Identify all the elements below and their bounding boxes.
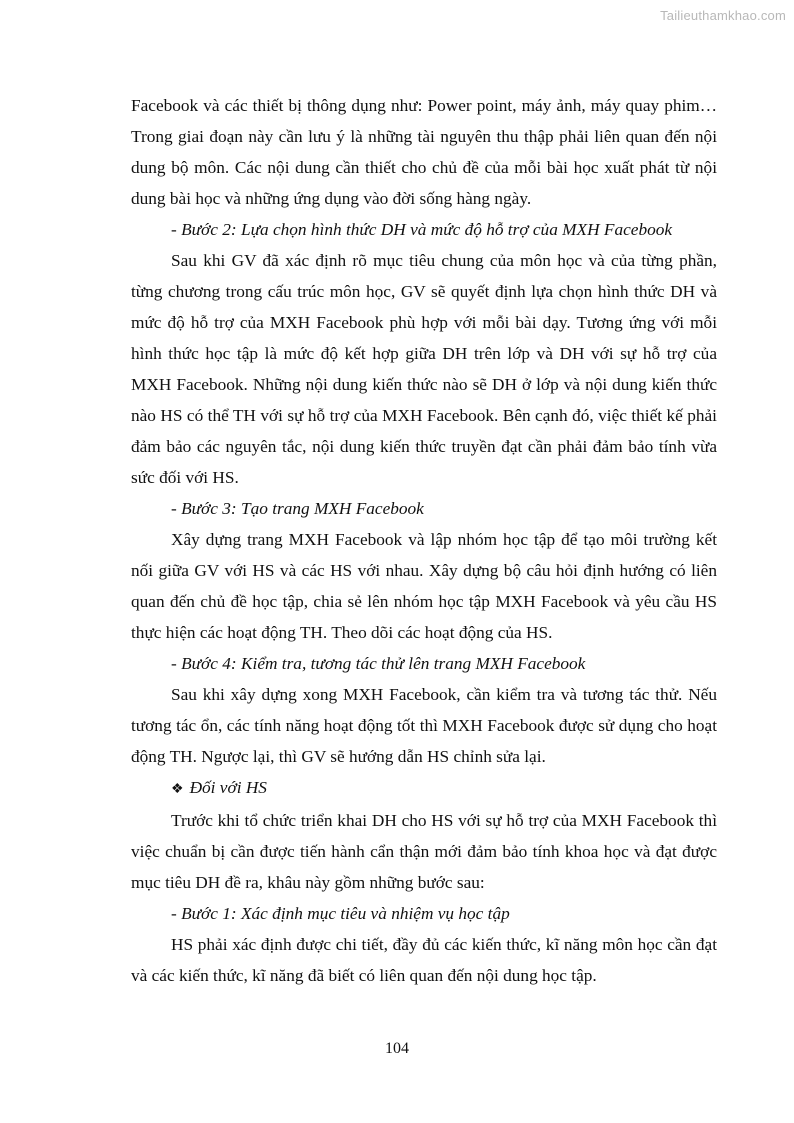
section-heading-hs xyxy=(131,772,717,805)
page-number: 104 xyxy=(385,1040,409,1057)
paragraph-step-2: Sau khi GV đã xác định rõ mục tiêu chung của môn học và của từng phần, từng chương trong cấu trúc môn học, GV sẽ quyết định lựa chọn hình thức DH và mức độ hỗ trợ của MXH Facebook phù hợp với mỗi bài dạy. Tương ứng với mỗi hình thức học tập là mức độ kết hợp giữa DH trên lớp và DH với sự hỗ trợ của MXH Facebook. Những nội dung kiến thức nào sẽ DH ở lớp và nội dung kiến thức nào HS có thể TH với sự hỗ trợ của MXH Facebook. Bên cạnh đó, việc thiết kế phải đảm bảo các nguyên tắc, nội dung kiến thức truyền đạt cần phải đảm bảo tính vừa sức đối với HS. xyxy=(131,251,717,487)
step-1-heading: - Bước 1: Xác định mục tiêu và nhiệm vụ học tập xyxy=(171,904,510,923)
section-heading-label: Đối với HS xyxy=(189,778,267,797)
diamond-bullet-icon: ❖ xyxy=(171,782,184,797)
step-3-heading: - Bước 3: Tạo trang MXH Facebook xyxy=(171,499,424,518)
paragraph-step-4: Sau khi xây dựng xong MXH Facebook, cần kiểm tra và tương tác thử. Nếu tương tác ổn, các tính năng hoạt động tốt thì MXH Facebook được sử dụng cho hoạt động TH. Ngược lại, thì GV sẽ hướng dẫn HS chỉnh sửa lại. xyxy=(131,685,717,766)
watermark: Tailieuthamkhao.com xyxy=(660,8,786,23)
paragraph-step-1: HS phải xác định được chi tiết, đầy đủ các kiến thức, kĩ năng môn học cần đạt và các kiến thức, kĩ năng đã biết có liên quan đến nội dung học tập. xyxy=(131,935,717,985)
paragraph-step-3: Xây dựng trang MXH Facebook và lập nhóm học tập để tạo môi trường kết nối giữa GV với HS và các HS với nhau. Xây dựng bộ câu hỏi định hướng có liên quan đến chủ đề học tập, chia sẻ lên nhóm học tập MXH Facebook và yêu cầu HS thực hiện các hoạt động TH. Theo dõi các hoạt động của HS. xyxy=(131,530,717,642)
page-body xyxy=(131,90,717,991)
step-4-heading: - Bước 4: Kiểm tra, tương tác thử lên trang MXH Facebook xyxy=(171,654,586,673)
paragraph-hs-intro: Trước khi tổ chức triển khai DH cho HS với sự hỗ trợ của MXH Facebook thì việc chuẩn bị cần được tiến hành cẩn thận mới đảm bảo tính khoa học và đạt được mục tiêu DH đề ra, khâu này gồm những bước sau: xyxy=(131,811,717,892)
paragraph-continued: Facebook và các thiết bị thông dụng như: Power point, máy ảnh, máy quay phim… Trong giai đoạn này cần lưu ý là những tài nguyên thu thập phải liên quan đến nội dung bộ môn. Các nội dung cần thiết cho chủ đề của mỗi bài học xuất phát từ nội dung bài học và những ứng dụng vào đời sống hàng ngày. xyxy=(131,96,717,208)
step-2-heading: - Bước 2: Lựa chọn hình thức DH và mức độ hỗ trợ của MXH Facebook xyxy=(171,220,673,239)
